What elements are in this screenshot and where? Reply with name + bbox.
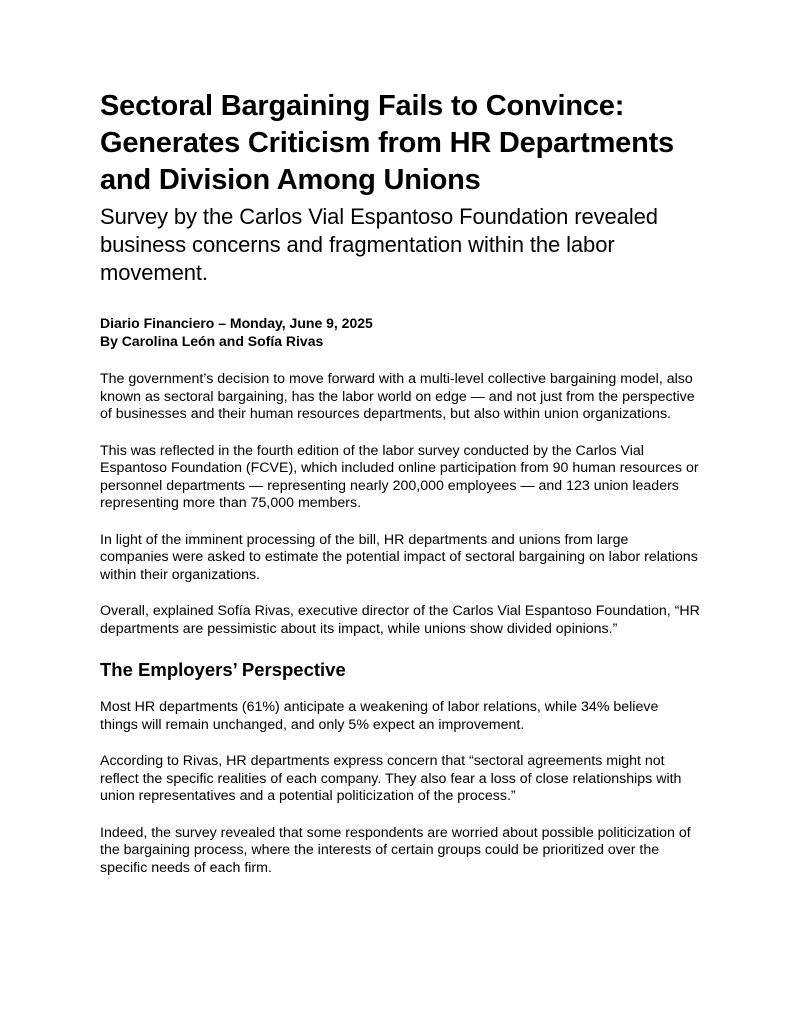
section-paragraph: According to Rivas, HR departments express concern that “sectoral agreements might not reflect the specific realities of each company. They also fear a loss of close relationships with union representatives and a potential politicization of the process.”: [100, 753, 682, 804]
article-subtitle: Survey by the Carlos Vial Espantoso Foundation revealed business concerns and fragmentation within the labor movement.: [100, 204, 658, 285]
body-paragraph: The government’s decision to move forward with a multi-level collective bargaining model, also known as sectoral bargaining, has the labor world on edge — and not just from the perspective of businesses and their human resources departments, but also within union organizations.: [100, 371, 695, 422]
section-paragraph: Most HR departments (61%) anticipate a weakening of labor relations, while 34% believe things will remain unchanged, and only 5% expect an improvement.: [100, 699, 659, 733]
article-meta: [100, 314, 700, 350]
body-paragraph: Overall, explained Sofía Rivas, executive director of the Carlos Vial Espantoso Foundation, “HR departments are pessimistic about its impact, while unions show divided opinions.”: [100, 603, 700, 637]
article-title: Sectoral Bargaining Fails to Convince: Generates Criticism from HR Departments and Division Among Unions: [100, 90, 674, 196]
byline: By Carolina León and Sofía Rivas: [100, 333, 324, 349]
source-line: Diario Financiero – Monday, June 9, 2025: [100, 315, 373, 331]
section-paragraph: Indeed, the survey revealed that some respondents are worried about possible politicization of the bargaining process, where the interests of certain groups could be prioritized over the specific needs of each firm.: [100, 824, 691, 876]
section-heading: The Employers’ Perspective: [100, 659, 346, 680]
article-page: [100, 88, 700, 877]
body-paragraph: In light of the imminent processing of the bill, HR departments and unions from large companies were asked to estimate the potential impact of sectoral bargaining on labor relations within their organizations.: [100, 531, 698, 583]
body-paragraph: This was reflected in the fourth edition of the labor survey conducted by the Carlos Vial Espantoso Foundation (FCVE), which included online participation from 90 human resources or personnel departments — representing nearly 200,000 employees — and 123 union leaders representing more than 75,000 members.: [100, 442, 699, 511]
